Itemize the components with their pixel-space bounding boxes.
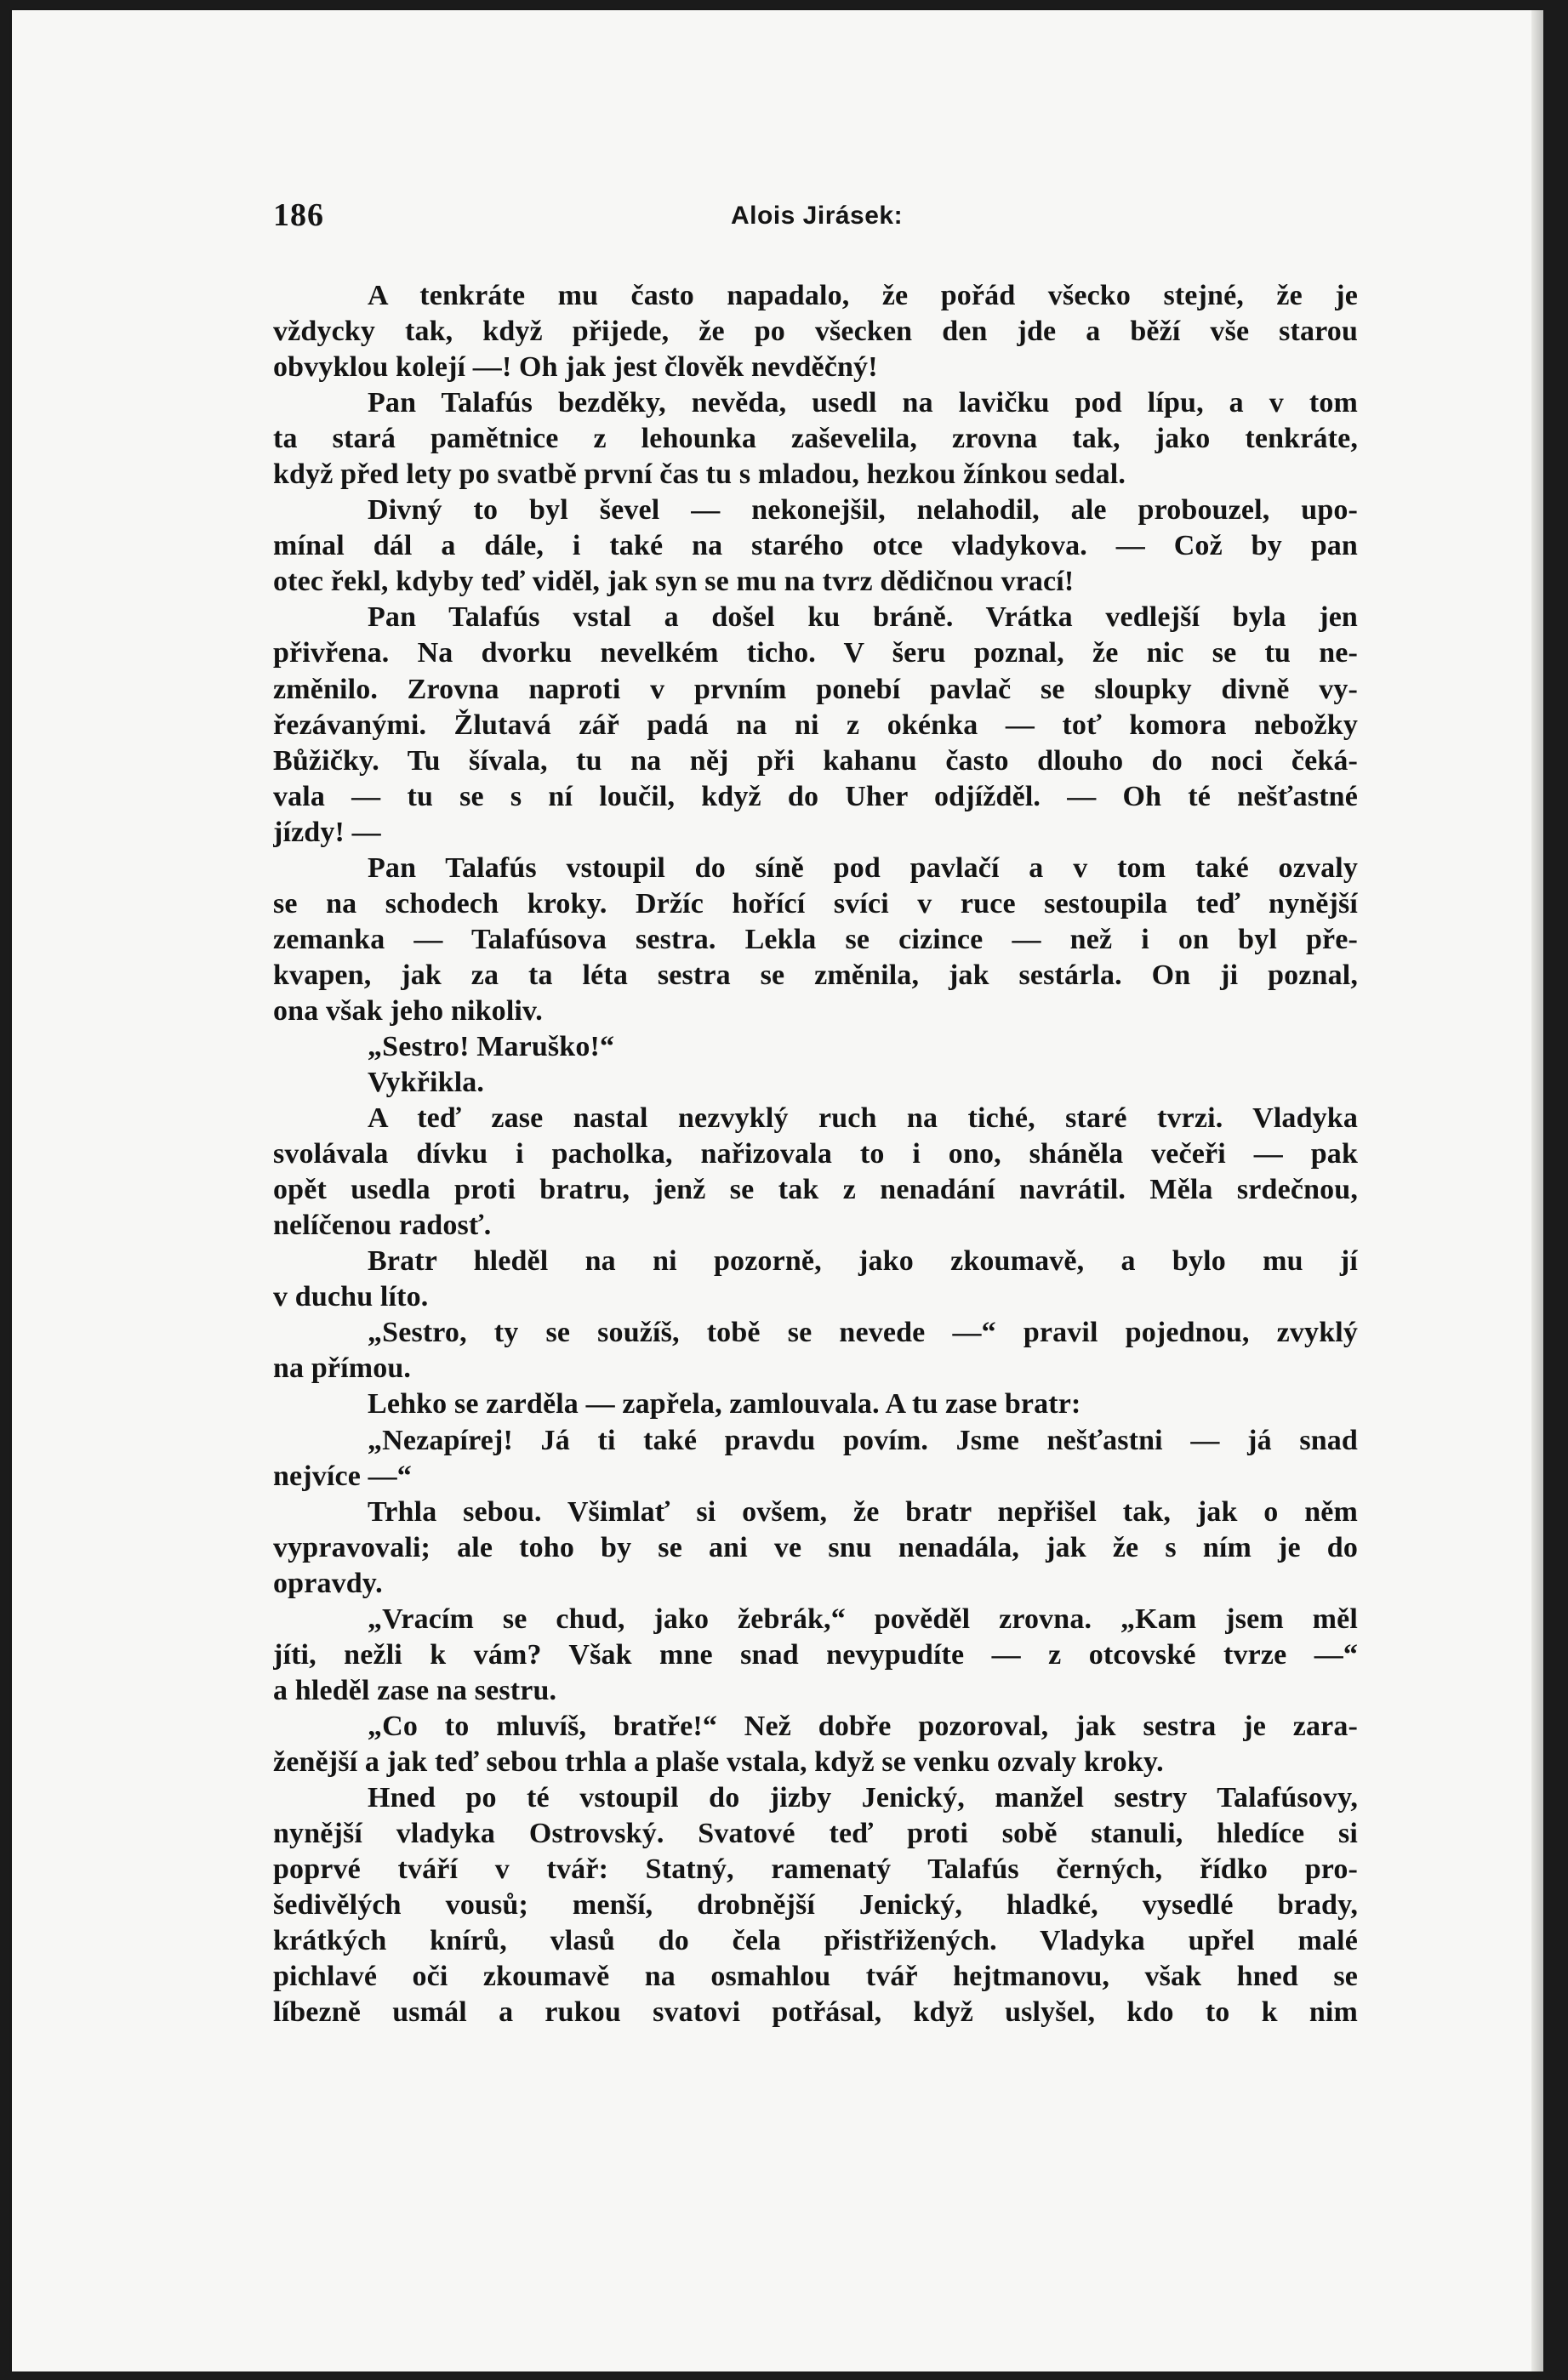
text-line: ona však jeho nikoliv. [273, 994, 543, 1027]
text-line: „Co to mluvíš, bratře!“ Než dobře pozoroval, jak sestra je zara- [368, 1710, 1358, 1742]
text-line: „Sestro, ty se soužíš, tobě se nevede —“ pravil pojednou, zvyklý [368, 1317, 1358, 1349]
book-page [12, 10, 1543, 2371]
text-line: kvapen, jak za ta léta sestra se změnila, jak sestárla. On ji poznal, [273, 959, 1358, 991]
text-line: jízdy! — [273, 816, 381, 848]
text-line: A teď zase nastal nezvyklý ruch na tiché, staré tvrzi. Vladyka [368, 1102, 1358, 1135]
text-line: vždycky tak, když přijede, že po všecken den jde a běží vše starou [273, 316, 1358, 348]
text-line: šedivělých vousů; menší, drobnější Jenický, hladké, vysedlé brady, [273, 1889, 1358, 1922]
text-line: když před lety po svatbě první čas tu s mladou, hezkou žínkou sedal. [273, 458, 1126, 491]
text-line: Pan Talafús vstoupil do síně pod pavlačí a v tom také ozvaly [368, 851, 1358, 884]
text-line: v duchu líto. [273, 1281, 429, 1313]
text-line: vypravovali; ale toho by se ani ve snu nenadála, jak že s ním je do [273, 1531, 1358, 1563]
text-line: opět usedla proti bratru, jenž se tak z nenadání navrátil. Měla srdečnou, [273, 1174, 1358, 1206]
text-line: Lehko se zarděla — zapřela, zamlouvala. A tu zase bratr: [368, 1388, 1081, 1421]
text-line: Bůžičky. Tu šívala, tu na něj při kahanu často dlouho do noci čeká- [273, 744, 1358, 777]
text-line: Pan Talafús bezděky, nevěda, usedl na lavičku pod lípu, a v tom [368, 387, 1358, 419]
text-line: řezávanými. Žlutavá zář padá na ni z okénka — toť komora nebožky [273, 709, 1358, 741]
text-line: poprvé tváří v tvář: Statný, ramenatý Talafús černých, řídko pro- [273, 1853, 1358, 1886]
text-line: mínal dál a dále, i také na starého otce vladykova. — Což by pan [273, 530, 1358, 562]
text-line: vala — tu se s ní loučil, když do Uher odjížděl. — Oh té nešťastné [273, 780, 1358, 812]
text-line: krátkých knírů, vlasů do čela přistřižených. Vladyka upřel malé [273, 1925, 1358, 1957]
text-line: ta stará pamětnice z lehounka zaševelila, zrovna tak, jako tenkráte, [273, 423, 1358, 455]
text-line: „Sestro! Maruško!“ [368, 1030, 615, 1062]
text-line: Divný to byl ševel — nekonejšil, nelahodil, ale probouzel, upo- [368, 494, 1358, 527]
text-line: Vykřikla. [368, 1067, 485, 1099]
running-head: Alois Jirásek: [731, 202, 904, 230]
text-line: změnilo. Zrovna naproti v prvním ponebí pavlač se sloupky divně vy- [273, 673, 1358, 705]
text-line: pichlavé oči zkoumavě na osmahlou tvář hejtmanovu, však hned se [273, 1961, 1358, 1993]
text-line: Trhla sebou. Všimlať si ovšem, že bratr nepřišel tak, jak o něm [368, 1495, 1358, 1528]
text-line: a hleděl zase na sestru. [273, 1674, 557, 1706]
page-header [273, 196, 1358, 236]
text-line: jíti, nežli k vám? Však mne snad nevypudíte — z otcovské tvrze —“ [273, 1638, 1358, 1671]
text-line: svolávala dívku i pacholka, nařizovala to i ono, sháněla večeři — pak [273, 1138, 1358, 1170]
text-line: se na schodech kroky. Držíc hořící svíci v ruce sestoupila teď nynější [273, 887, 1358, 920]
text-line: nejvíce —“ [273, 1460, 412, 1492]
page-edge-shadow [1531, 10, 1543, 2371]
text-line: přivřena. Na dvorku nevelkém ticho. V šeru poznal, že nic se tu ne- [273, 637, 1358, 669]
text-line: ženější a jak teď sebou trhla a plaše vstala, když se venku ozvaly kroky. [273, 1745, 1164, 1778]
text-line: Pan Talafús vstal a došel ku bráně. Vrátka vedlejší byla jen [368, 601, 1358, 634]
text-line: nynější vladyka Ostrovský. Svatové teď proti sobě stanuli, hledíce si [273, 1818, 1358, 1850]
text-line: otec řekl, kdyby teď viděl, jak syn se mu na tvrz dědičnou vrací! [273, 566, 1075, 598]
text-line: „Vracím se chud, jako žebrák,“ pověděl zrovna. „Kam jsem měl [368, 1603, 1358, 1635]
text-line: Bratr hleděl na ni pozorně, jako zkoumavě, a bylo mu jí [368, 1245, 1358, 1278]
body-text [273, 278, 1358, 2030]
text-line: nelíčenou radosť. [273, 1210, 492, 1242]
text-line: na přímou. [273, 1352, 412, 1385]
text-line: „Nezapírej! Já ti také pravdu povím. Jsme nešťastni — já snad [368, 1424, 1358, 1456]
text-line: obvyklou kolejí —! Oh jak jest člověk nevděčný! [273, 351, 878, 384]
text-line: opravdy. [273, 1567, 383, 1599]
text-line: Hned po té vstoupil do jizby Jenický, manžel sestry Talafúsovy, [368, 1781, 1358, 1813]
text-line: zemanka — Talafúsova sestra. Lekla se cizince — než i on byl pře- [273, 923, 1358, 955]
text-line: líbezně usmál a rukou svatovi potřásal, když uslyšel, kdo to k nim [273, 1996, 1358, 2029]
text-line: A tenkráte mu často napadalo, že pořád všecko stejné, že je [368, 280, 1358, 311]
page-number: 186 [273, 197, 324, 233]
